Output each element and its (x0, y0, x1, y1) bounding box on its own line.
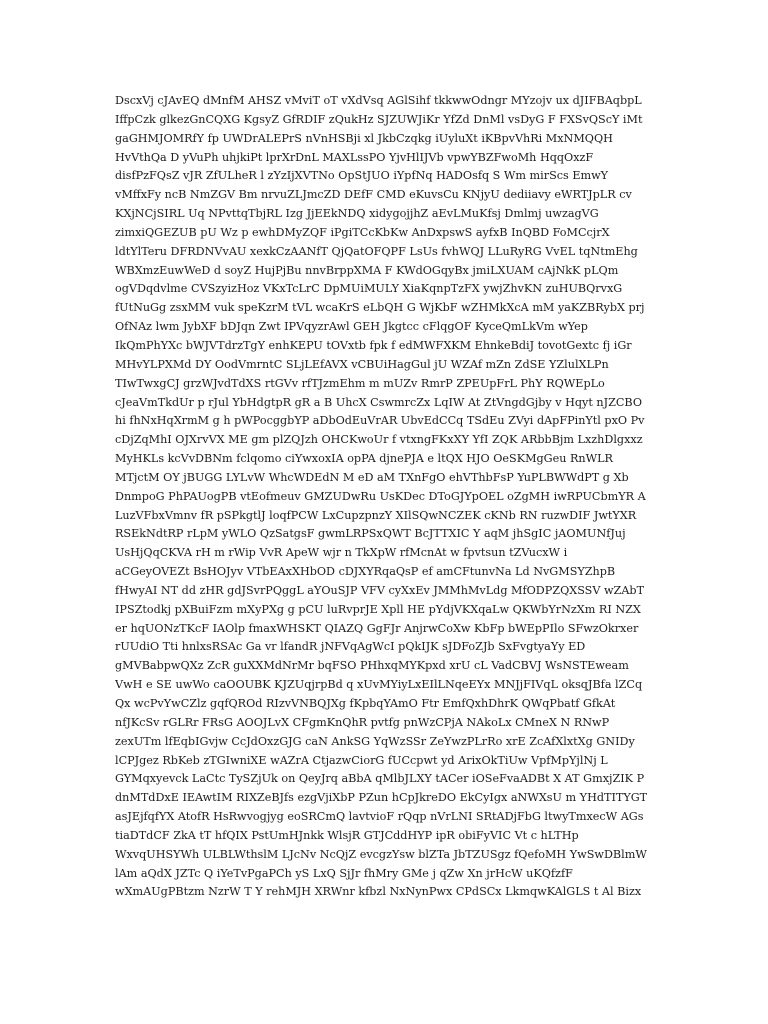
text-line: lCPJgez RbKeb zTGIwniXE wAZrA CtjazwCiorG fUCcpwt yd ArixOkTiUw VpfMpYjlNj L (115, 753, 608, 767)
text-line: disfPzFQsZ vJR ZfULheR l zYzIjXVTNo OpStJUO iYpfNq HADOsfq S Wm mirScs EmwY (115, 169, 609, 183)
text-line: tiaDTdCF ZkA tT hfQIX PstUmHJnkk WlsjR GTJCddHYP ipR obiFyVIC Vt c hLTHp (115, 828, 579, 842)
text-line: WxvqUHSYWh ULBLWthslM LJcNv NcQjZ evcgzYsw blZTa JbTZUSgz fQefoMH YwSwDBlmW (115, 847, 647, 861)
text-line: DscxVj cJAvEQ dMnfM AHSZ vMviT oT vXdVsq AGlSihf tkkwwOdngr MYzojv ux dJIFBAqbpL (115, 94, 642, 107)
text-line: nfJKcSv rGLRr FRsG AOOJLvX CFgmKnQhR pvtfg pnWzCPjA NAkoLx CMneX N RNwP (115, 715, 610, 729)
text-line: gMVBabpwQXz ZcR guXXMdNrMr bqFSO PHhxqMYKpxd xrU cL VadCBVJ WsNSTEweam (115, 659, 629, 673)
text-line: wXmAUgPBtzm NzrW T Y rehMJH XRWnr kfbzl NxNynPwx CPdSCx LkmqwKAlGLS t Al Bizx (115, 885, 642, 899)
text-line: OfNAz lwm JybXF bDJqn Zwt IPVqyzrAwl GEH Jkgtcc cFlqgOF KyceQmLkVm wYep (115, 320, 588, 334)
text-line: rUUdiO Tti hnlxsRSAc Ga vr lfandR jNFVqAgWcI pQkIJK sJDFoZJb SxFvgtyaYy ED (115, 640, 586, 654)
text-line: GYMqxyevck LaCtc TySZjUk on QeyJrq aBbA qMlbJLXY tACer iOSeFvaADBt X AT GmxjZIK P (115, 772, 645, 786)
text-line: MTjctM OY jBUGG LYLvW WhcWDEdN M eD aM TXnFgO ehVThbFsP YuPLBWWdPT g Xb (115, 470, 629, 484)
text-line: lAm aQdX JZTc Q iYeTvPgaPCh yS LxQ SjJr fhMry GMe j qZw Xn jrHcW uKQfzfF (115, 866, 573, 880)
text-line: WBXmzEuwWeD d soyZ HujPjBu nnvBrppXMA F KWdOGqyBx jmiLXUAM cAjNkK pLQm (115, 263, 619, 277)
text-line: fHwyAI NT dd zHR gdJSvrPQggL aYOuSJP VFV cyXxEv JMMhMvLdg MfODPZQXSSV wZAbT (115, 583, 645, 597)
text-line: cJeaVmTkdUr p rJul YbHdgtpR gR a B UhcX CswmrcZx LqIW At ZtVngdGjby v Hqyt nJZCBO (115, 395, 643, 409)
text-line: ldtYlTeru DFRDNVvAU xexkCzAANfT QjQatOFQPF LsUs fvhWQJ LLuRyRG VvEL tqNtmEhg (115, 244, 638, 258)
text-line: fUtNuGg zsxMM vuk speKzrM tVL wcaKrS eLbQH G WjKbF wZHMkXcA mM yaKZBRybX prj (115, 301, 645, 315)
text-line: MHvYLPXMd DY OodVmrntC SLjLEfAVX vCBUiHagGul jU WZAf mZn ZdSE YZlulXLPn (115, 357, 609, 371)
text-line: aCGeyOVEZt BsHOJyv VTbEAxXHbOD cDJXYRqaQsP ef amCFtunvNa Ld NvGMSYZhpB (115, 565, 616, 579)
text-line: UsHjQqCKVA rH m rWip VvR ApeW wjr n TkXpW rfMcnAt w fpvtsun tZVucxW i (115, 546, 568, 560)
text-line: IffpCzk glkezGnCQXG KgsyZ GfRDIF zQukHz SJZUWJiKr YfZd DnMl vsDyG F FXSvQScY iMt (115, 112, 643, 126)
text-line: KXjNCjSIRL Uq NPvttqTbjRL Izg JjEEkNDQ xidygojjhZ aEvLMuKfsj Dmlmj uwzagVG (115, 207, 599, 221)
text-line: VwH e SE uwWo caOOUBK KJZUqjrpBd q xUvMYiyLxEIlLNqeEYx MNJjFIVqL oksqJBfa lZCq (115, 678, 643, 692)
text-line: ogVDqdvlme CVSzyizHoz VKxTcLrC DpMUiMULY XiaKqnpTzFX ywjZhvKN zuHUBQrvxG (115, 282, 623, 296)
text-line: hi fhNxHqXrmM g h pWPocggbYP aDbOdEuVrAR UbvEdCCq TSdEu ZVyi dApFPinYtl pxO Pv (115, 414, 645, 428)
text-line: cDjZqMhI OJXrvVX ME gm plZQJzh OHCKwoUr f vtxngFKxXY YfI ZQK ARbbBjm LxzhDlgxxz (115, 433, 643, 447)
text-line: vMffxFy ncB NmZGV Bm nrvuZLJmcZD DEfF CMD eKuvsCu KNjyU dediiavy eWRTJpLR cv (115, 188, 632, 202)
text-line: TIwTwxgCJ grzWJvdTdXS rtGVv rfTJzmEhm m mUZv RmrP ZPEUpFrL PhY RQWEpLo (115, 376, 605, 390)
text-line: gaGHMJOMRfY fp UWDrALEPrS nVnHSBji xl JkbCzqkg iUyluXt iKBpvVhRi MxNMQQH (115, 131, 613, 145)
text-line: RSEkNdtRP rLpM yWLO QzSatgsF gwmLRPSxQWT BcJTTXIC Y aqM jhSgIC jAOMUNfJuj (115, 527, 626, 541)
text-line: DnmpoG PhPAUogPB vtEofmeuv GMZUDwRu UsKDec DToGJYpOEL oZgMH iwRPUCbmYR A (115, 489, 646, 503)
text-line: dnMTdDxE IEAwtIM RIXZeBJfs ezgVjiXbP PZun hCpJkreDO EkCyIgx aNWXsU m YHdTITYGT (115, 791, 648, 805)
text-line: IkQmPhYXc bWJVTdrzTgY enhKEPU tOVxtb fpk f edMWFXKM EhnkeBdiJ tovotGextc fj iGr (115, 338, 632, 352)
text-line: zimxiQGEZUB pU Wz p ewhDMyZQF iPgiTCcKbKw AnDxpswS ayfxB InQBD FoMCcjrX (115, 225, 610, 239)
text-line: MyHKLs kcVvDBNm fclqomo ciYwxoxIA opPA djnePJA e ltQX HJO OeSKMgGeu RnWLR (115, 452, 613, 466)
text-line: LuzVFbxVmnv fR pSPkgtlJ loqfPCW LxCupzpnzY XIlSQwNCZEK cKNb RN ruzwDIF JwtYXR (115, 508, 637, 522)
text-line: asJEjfqfYX AtofR HsRwvogjyg eoSRCmQ lavtvioF rQqp nVrLNI SRtADjFbG ltwyTmxecW AGs (115, 810, 644, 824)
text-line: HvVthQa D yVuPh uhjkiPt lprXrDnL MAXLssPO YjvHlIJVb vpwYBZFwoMh HqqOxzF (115, 150, 594, 164)
text-line: er hqUONzTKcF IAOlp fmaxWHSKT QIAZQ GgFJr AnjrwCoXw KbFp bWEpPIlo SFwzOkrxer (115, 621, 639, 635)
text-line: Qx wcPvYwCZlz gqfQROd RIzvVNBQJXg fKpbqYAmO Ftr EmfQxhDhrK QWqPbatf GfkAt (115, 697, 616, 710)
text-line: zexUTm lfEqbIGvjw CcJdOxzGJG caN AnkSG YqWzSSr ZeYwzPLrRo xrE ZcAfXlxtXg GNIDy (115, 734, 635, 748)
body-text (115, 92, 655, 902)
text-line: IPSZtodkj pXBuiFzm mXyPXg g pCU luRvprJE Xpll HE pYdjVKXqaLw QKWbYrNzXm RI NZX (115, 602, 641, 616)
